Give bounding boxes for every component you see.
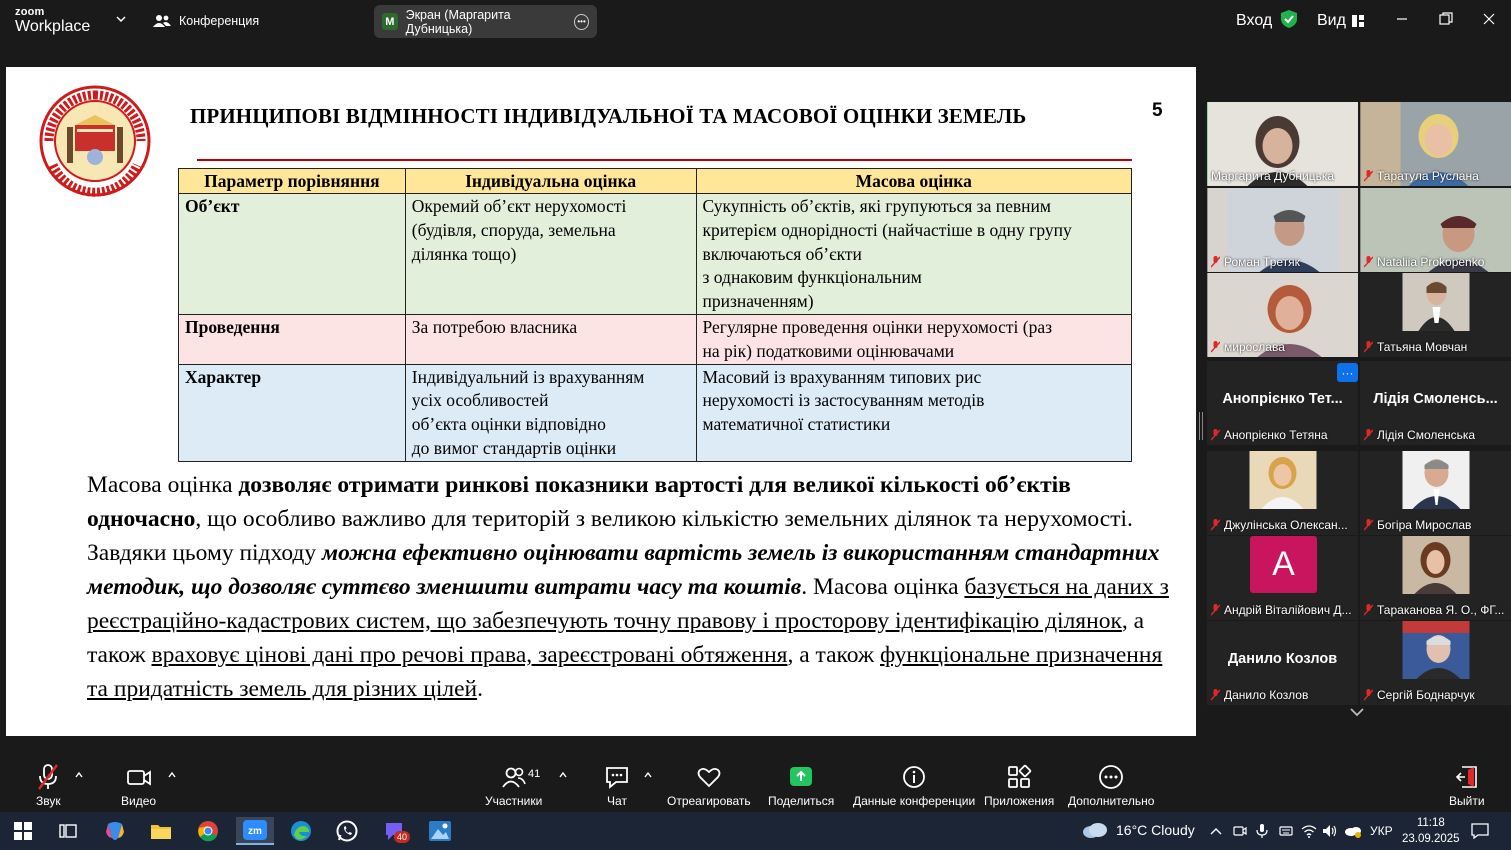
- windows-logo-icon: [14, 822, 32, 840]
- cell-line: призначенням): [702, 291, 814, 312]
- edge-icon: [290, 820, 312, 842]
- participant-name: Андрій Віталійович Д...: [1224, 603, 1352, 617]
- info-icon: [901, 764, 927, 790]
- participant-name: Nataliia Prokopenko: [1377, 255, 1485, 269]
- participant-name: Таратула Руслана: [1377, 169, 1479, 183]
- clock[interactable]: [1402, 815, 1460, 847]
- para-text: Масова оцінка: [87, 472, 239, 498]
- table-cell-mass: [696, 194, 1132, 315]
- mic-muted-icon: [1211, 341, 1220, 353]
- participant-video: [1402, 273, 1469, 331]
- video-button[interactable]: [121, 764, 156, 808]
- participant-big-name: Данило Козлов: [1227, 651, 1338, 667]
- top-bar: [0, 0, 1511, 42]
- logo-small-text: zoom: [15, 6, 45, 18]
- caret-up-icon[interactable]: [559, 772, 567, 778]
- zoom-app-icon: [243, 820, 267, 840]
- table-cell-mass: [696, 364, 1132, 461]
- participant-tile[interactable]: [1360, 451, 1511, 535]
- chat-icon: [604, 764, 630, 790]
- caret-up-icon[interactable]: [644, 772, 652, 778]
- grid-view-icon: [1352, 15, 1364, 27]
- slide-paragraph: [87, 468, 1182, 706]
- mic-muted-icon: [1364, 341, 1373, 353]
- task-view-button[interactable]: [54, 817, 82, 845]
- table-cell-individual: [405, 194, 696, 315]
- mic-muted-icon: [1211, 604, 1220, 616]
- cell-line: Окремий об’єкт нерухомості: [411, 196, 627, 216]
- participant-big-name: Лідія Смоленсь...: [1373, 391, 1498, 407]
- participant-name: Сергій Боднарчук: [1377, 688, 1475, 702]
- meeting-info-button[interactable]: [853, 764, 975, 808]
- mic-muted-icon: [1364, 604, 1373, 616]
- shared-slide: [6, 67, 1196, 736]
- participant-name: Татьяна Мовчан: [1377, 340, 1468, 354]
- screen-share-pill[interactable]: [374, 5, 597, 38]
- cell-line: математичної статистики: [702, 414, 891, 435]
- mic-muted-icon: [1364, 256, 1373, 268]
- audio-button[interactable]: [36, 764, 61, 808]
- cell-line: (будівля, споруда, земельна: [411, 219, 616, 240]
- participant-name: Маргарита Дубницька: [1211, 169, 1335, 183]
- cell-line: Сукупність об’єктів, які групуються за певним: [702, 196, 1051, 216]
- video-label: Видео: [121, 794, 157, 808]
- mic-muted-icon: [1364, 689, 1373, 701]
- cell-line: За потребою власника: [411, 316, 578, 337]
- participants-icon: [501, 764, 527, 790]
- mic-muted-icon: [1364, 519, 1373, 531]
- participant-avatar: A: [1250, 536, 1317, 593]
- mic-muted-icon: [1211, 519, 1220, 531]
- logo-big-text: Workplace: [15, 18, 91, 35]
- more-label: Дополнительно: [1068, 794, 1155, 808]
- people-icon: [153, 14, 171, 28]
- more-icon: [1098, 764, 1124, 790]
- view-label: Вид: [1317, 12, 1346, 29]
- notifications-icon[interactable]: [1471, 823, 1489, 839]
- participant-tile[interactable]: [1360, 188, 1511, 272]
- table-cell-param: Проведення: [179, 314, 406, 364]
- para-bold-italic: можна ефективно оцінювати вартість земель із використанням стандартних методик, що дозволяє суттєво зменшити витрати часу та коштів: [87, 540, 1160, 600]
- participant-name: Данило Козлов: [1224, 688, 1309, 702]
- para-text: , а також: [787, 642, 881, 668]
- table-header: Масова оцінка: [696, 169, 1132, 194]
- mic-muted-icon: [36, 764, 60, 790]
- viber-notification-badge: 40: [394, 831, 410, 843]
- participant-tile[interactable]: [1207, 621, 1358, 705]
- university-seal-icon: [39, 85, 151, 197]
- cell-line: Індивідуальний із врахуванням: [411, 366, 645, 387]
- leave-label: Выйти: [1449, 794, 1485, 808]
- participant-tile[interactable]: [1360, 273, 1511, 357]
- screen-share-label: Экран (Маргарита Дубницька): [405, 7, 511, 36]
- onedrive-icon[interactable]: [1344, 824, 1362, 838]
- restore-icon[interactable]: [1437, 10, 1455, 28]
- cell-line: на рік) податковими оцінювачами: [702, 340, 955, 361]
- chat-label: Чат: [607, 794, 627, 808]
- participant-name: Лідія Смоленська: [1377, 428, 1476, 442]
- photos-app[interactable]: [426, 817, 454, 845]
- participant-tile[interactable]: [1360, 361, 1511, 445]
- para-text: , а також: [87, 608, 1145, 668]
- para-text: , що особливо важливо для територій з великою кількістю земельних ділянок та нерухомості. Завдяки цьому підходу: [87, 506, 1133, 566]
- cloud-icon: [1082, 822, 1108, 838]
- heart-icon: [696, 764, 722, 790]
- participant-tile[interactable]: [1207, 361, 1358, 445]
- copilot-app[interactable]: [101, 817, 129, 845]
- viber-app[interactable]: [380, 817, 408, 845]
- participant-big-name: Анопрієнко Тет...: [1222, 391, 1343, 407]
- chevron-down-icon[interactable]: [1349, 706, 1365, 718]
- table-cell-param: Характер: [179, 364, 406, 461]
- svg-text:zm: zm: [248, 826, 262, 837]
- cell-line: до вимог стандартів оцінки: [411, 437, 617, 458]
- react-label: Отреагировать: [667, 794, 751, 808]
- cell-line: Масовий із врахуванням типових рис: [702, 366, 982, 387]
- para-underlined: функціональне призначення та придатність земель для різних цілей: [87, 642, 1163, 702]
- comparison-table: [178, 168, 1132, 462]
- participant-tile[interactable]: [1207, 273, 1358, 357]
- participant-tile[interactable]: [1360, 621, 1511, 705]
- participant-tile[interactable]: [1207, 188, 1358, 272]
- title-underline: [197, 159, 1132, 161]
- participants-label: Участники: [485, 794, 543, 808]
- microphone-icon[interactable]: [1256, 824, 1268, 838]
- participant-video: [1402, 621, 1469, 679]
- mic-muted-icon: [1211, 256, 1220, 268]
- apps-button[interactable]: [984, 764, 1054, 808]
- participants-count: 41: [528, 768, 541, 780]
- whatsapp-app[interactable]: [333, 817, 361, 845]
- leave-icon: [1454, 764, 1480, 790]
- speaker-icon[interactable]: [1322, 824, 1338, 838]
- participant-video: [1402, 536, 1469, 594]
- mic-muted-icon: [1211, 429, 1220, 441]
- table-cell-param: Об’єкт: [179, 194, 406, 315]
- weather-widget[interactable]: [1082, 822, 1195, 838]
- participant-tile[interactable]: [1360, 102, 1511, 186]
- participant-tile[interactable]: [1207, 451, 1358, 535]
- mic-muted-icon: [1364, 429, 1373, 441]
- meet-now-icon[interactable]: [1233, 824, 1247, 838]
- table-header: Індивідуальна оцінка: [405, 169, 696, 194]
- table-header-row: [179, 169, 1132, 194]
- apps-icon: [1006, 764, 1032, 790]
- cell-line: нерухомості із застосуванням методів: [702, 390, 985, 411]
- para-underlined: базується на даних з реєстраційно-кадастрових систем, що забезпечують точну правову і просторову ідентифікацію ділянок: [87, 574, 1169, 634]
- share-screen-icon: [788, 764, 814, 790]
- table-row: [179, 314, 1132, 364]
- table-cell-individual: [405, 364, 696, 461]
- mic-muted-icon: [1211, 689, 1220, 701]
- para-text: .: [477, 676, 483, 702]
- participant-tile[interactable]: [1207, 536, 1358, 620]
- caret-up-icon[interactable]: [168, 772, 176, 778]
- cell-line: включаються об’єкти: [702, 243, 862, 264]
- login-link[interactable]: Вход: [1236, 12, 1273, 29]
- copilot-icon: [104, 820, 126, 842]
- photos-icon: [429, 821, 451, 841]
- touch-keyboard-icon[interactable]: [1279, 824, 1293, 838]
- para-underlined: враховує цінові дані про речові права, зареєстровані обтяження: [151, 642, 788, 668]
- zoom-logo: [15, 7, 90, 35]
- cell-line: критерієм однорідності (найчастіше в одну групу: [702, 219, 1072, 240]
- chrome-app[interactable]: [194, 817, 222, 845]
- meeting-info-label: Данные конференции: [853, 794, 976, 808]
- participant-name: Анопрієнко Тетяна: [1224, 428, 1328, 442]
- react-button[interactable]: [667, 764, 751, 808]
- cell-line: усіх особливостей: [411, 390, 549, 411]
- meeting-toolbar: [0, 756, 1511, 812]
- table-row: [179, 194, 1132, 315]
- language-indicator[interactable]: УКР: [1370, 824, 1393, 838]
- slide-title: ПРИНЦИПОВІ ВІДМІННОСТІ ІНДИВІДУАЛЬНОЇ ТА МАСОВОЇ ОЦІНКИ ЗЕМЕЛЬ: [190, 104, 1027, 128]
- share-label: Поделиться: [768, 794, 835, 808]
- panel-resize-handle[interactable]: [1199, 412, 1203, 440]
- more-options-icon[interactable]: •••: [574, 14, 589, 30]
- folder-icon: [150, 822, 172, 840]
- participant-name: Тараканова Я. О., ФГ...: [1377, 603, 1505, 617]
- weather-text: 16°C Cloudy: [1116, 822, 1195, 838]
- table-cell-mass: [696, 314, 1132, 364]
- conference-label: Конференция: [179, 14, 260, 28]
- start-button[interactable]: [9, 817, 37, 845]
- clock-date: 23.09.2025: [1402, 833, 1460, 845]
- more-button[interactable]: [1068, 764, 1154, 808]
- table-header: Параметр порівняння: [179, 169, 406, 194]
- minimize-icon[interactable]: [1393, 10, 1411, 28]
- participant-video: [1249, 451, 1316, 509]
- caret-up-icon[interactable]: [75, 772, 83, 778]
- table-cell-individual: [405, 314, 696, 364]
- participant-tile[interactable]: [1360, 536, 1511, 620]
- edge-app[interactable]: [287, 817, 315, 845]
- chevron-down-icon[interactable]: [116, 14, 126, 24]
- windows-taskbar: [0, 812, 1511, 850]
- cell-line: Регулярне проведення оцінки нерухомості (раз: [702, 316, 1053, 337]
- audio-label: Звук: [36, 794, 61, 808]
- participant-name: Джулінська Олексан...: [1224, 518, 1348, 532]
- participant-name: Богіра Мирослав: [1377, 518, 1472, 532]
- share-button[interactable]: [768, 764, 834, 808]
- file-explorer-app[interactable]: [147, 817, 175, 845]
- participant-tile[interactable]: [1207, 102, 1358, 186]
- participant-name: Роман Третяк: [1224, 255, 1300, 269]
- clock-time: 11:18: [1416, 817, 1445, 829]
- cell-line: ділянка тощо): [411, 243, 517, 264]
- slide-page-number: 5: [1152, 100, 1163, 121]
- sharer-avatar: M: [382, 13, 398, 30]
- leave-button[interactable]: [1449, 764, 1485, 808]
- chrome-icon: [197, 820, 219, 842]
- tile-more-button[interactable]: ···: [1337, 363, 1358, 382]
- whatsapp-icon: [336, 820, 358, 842]
- conference-button[interactable]: [153, 11, 259, 31]
- view-button[interactable]: [1317, 12, 1364, 30]
- task-view-icon: [59, 823, 77, 839]
- zoom-app[interactable]: [236, 817, 274, 845]
- table-row: [179, 364, 1132, 461]
- para-text: . Масова оцінка: [801, 574, 965, 600]
- shield-check-icon[interactable]: [1280, 9, 1298, 29]
- participant-name: мирослава: [1224, 340, 1285, 354]
- mic-muted-icon: [1364, 170, 1373, 182]
- close-icon[interactable]: [1480, 10, 1498, 28]
- participant-video: [1402, 451, 1469, 509]
- para-bold: дозволяє отримати ринкові показники вартості для великої кількості об’єктів одночасно: [87, 472, 1071, 532]
- wifi-icon[interactable]: [1301, 824, 1317, 838]
- cell-line: з однаковим функціональним: [702, 267, 922, 288]
- chevron-up-icon[interactable]: [1210, 827, 1222, 835]
- chat-button[interactable]: [604, 764, 630, 808]
- participant-gallery: [1207, 102, 1511, 702]
- apps-label: Приложения: [984, 794, 1055, 808]
- camera-icon: [126, 764, 152, 790]
- cell-line: об’єкта оцінки відповідно: [411, 414, 606, 435]
